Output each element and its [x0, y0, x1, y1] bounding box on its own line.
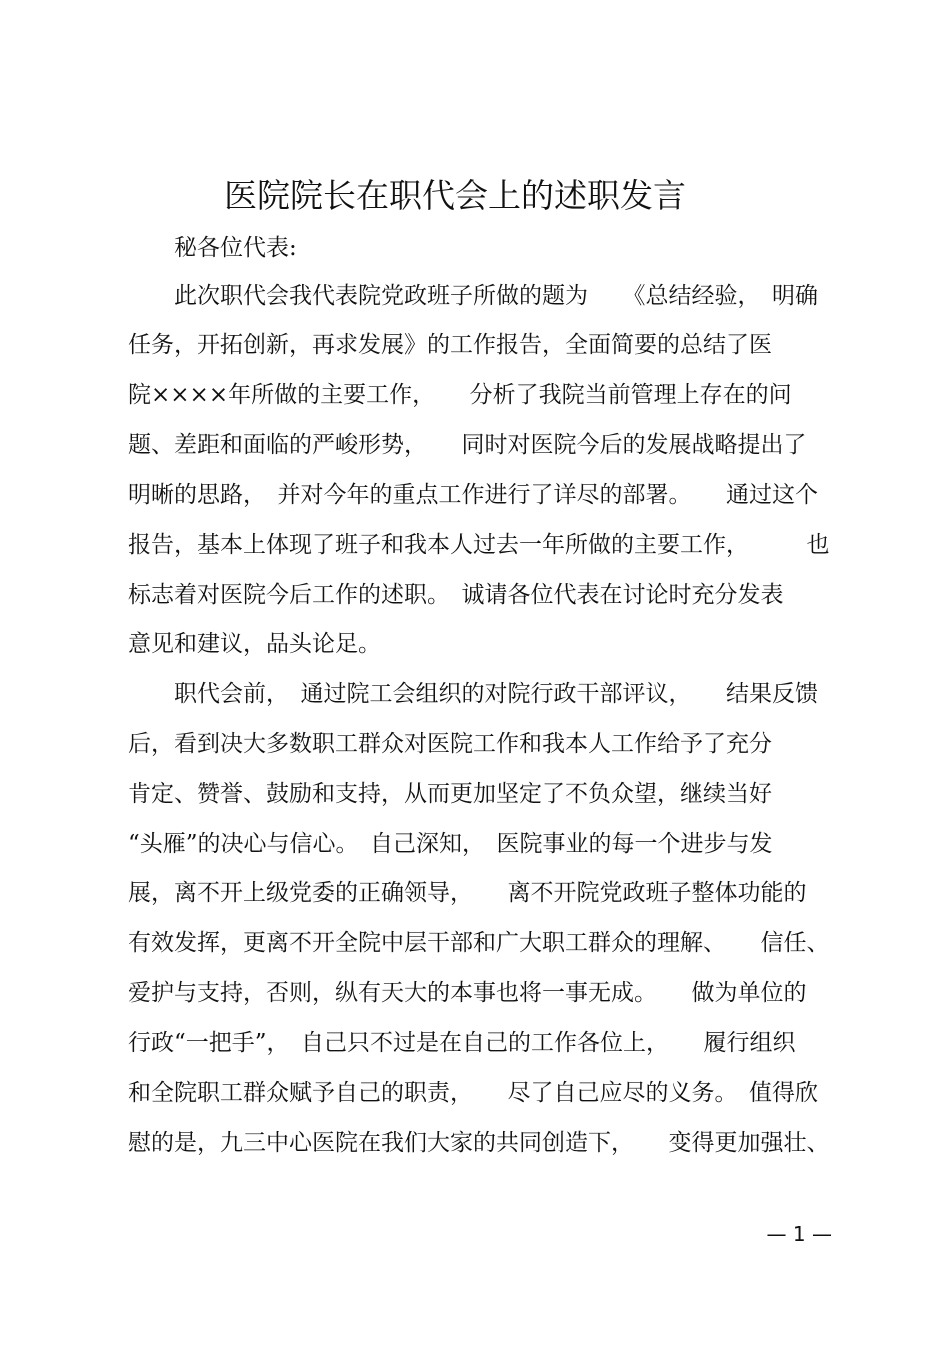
body-line: 行政“一把手”， 自己只不过是在自己的工作各位上， 履行组织 — [128, 1030, 796, 1056]
page-number: — 1 — — [766, 1222, 832, 1246]
document-title: 医院院长在职代会上的述职发言 — [224, 176, 686, 215]
body-line: 爱护与支持，否则，纵有天大的本事也将一事无成。 做为单位的 — [128, 980, 807, 1006]
body-line: 意见和建议，品头论足。 — [128, 631, 381, 657]
body-line: 院××××年所做的主要工作， 分析了我院当前管理上存在的问 — [128, 382, 792, 408]
body-line: 职代会前， 通过院工会组织的对院行政干部评议， 结果反馈 — [128, 681, 818, 707]
body-line: “头雁”的决心与信心。 自己深知， 医院事业的每一个进步与发 — [128, 831, 773, 857]
body-line: 任务，开拓创新，再求发展》的工作报告，全面简要的总结了医 — [128, 332, 772, 358]
body-line: 明晰的思路， 并对今年的重点工作进行了详尽的部署。 通过这个 — [128, 482, 818, 508]
body-line: 后，看到决大多数职工群众对医院工作和我本人工作给予了充分 — [128, 731, 772, 757]
body-line: 题、差距和面临的严峻形势， 同时对医院今后的发展战略提出了 — [128, 432, 807, 458]
body-line: 秘各位代表: — [128, 235, 297, 261]
body-line: 肯定、赞誉、鼓励和支持，从而更加坚定了不负众望，继续当好 — [128, 781, 772, 807]
body-line: 慰的是，九三中心医院在我们大家的共同创造下， 变得更加强壮、 — [128, 1130, 830, 1156]
body-line: 和全院职工群众赋予自己的职责， 尽了自己应尽的义务。 值得欣 — [128, 1080, 818, 1106]
body-line: 标志着对医院今后工作的述职。 诚请各位代表在讨论时充分发表 — [128, 582, 784, 608]
body-line: 有效发挥，更离不开全院中层干部和广大职工群众的理解、 信任、 — [128, 930, 830, 956]
body-line: 报告，基本上体现了班子和我本人过去一年所做的主要工作， 也 — [128, 532, 830, 558]
body-line: 此次职代会我代表院党政班子所做的题为 《总结经验， 明确 — [128, 283, 818, 309]
body-line: 展，离不开上级党委的正确领导， 离不开院党政班子整体功能的 — [128, 880, 807, 906]
